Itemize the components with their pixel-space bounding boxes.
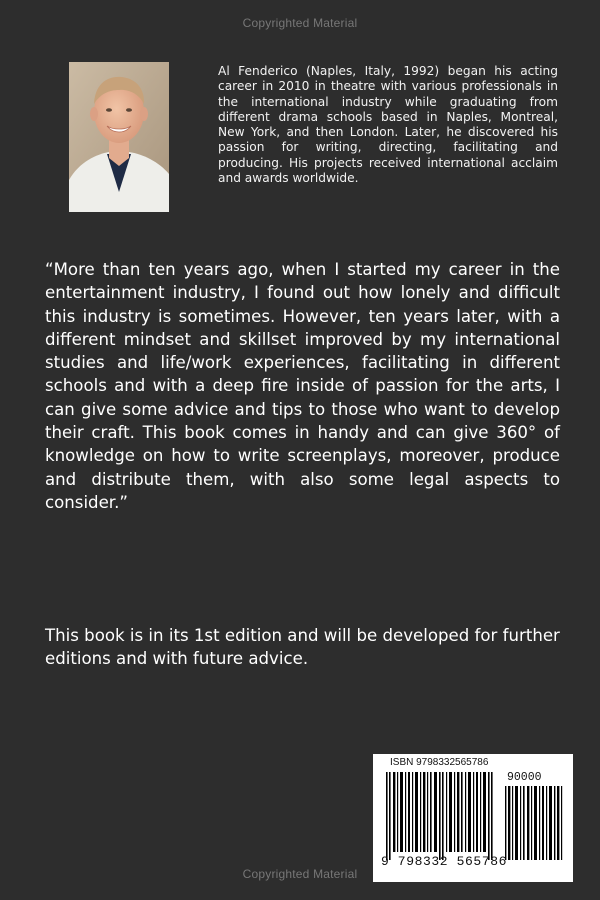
edition-note: This book is in its 1st edition and will be developed for further editions and with future advice. [45, 626, 560, 669]
isbn-label: ISBN 9798332565786 [390, 757, 489, 768]
price-code: 90000 [507, 771, 542, 784]
author-portrait-illustration [69, 62, 169, 212]
copyright-watermark-top: Copyrighted Material [242, 16, 358, 30]
author-photo [69, 62, 169, 212]
copyright-watermark-bottom: Copyrighted Material [242, 867, 358, 881]
author-quote: “More than ten years ago, when I started my career in the entertainment industry, I found out how lonely and difficult this industry is sometimes. However, ten years later, with a different mindset and skillset improved by my international studies and life/work experiences, facilitating in different schools and with a deep fire inside of passion for the arts, I can give some advice and tips to those who want to develop their craft. This book comes in handy and can give 360° of knowledge on how to write screenplays, moreover, produce and distribute them, with also some legal aspects to consider.” [45, 260, 560, 512]
author-bio: Al Fenderico (Naples, Italy, 1992) began his acting career in 2010 in theatre with various professionals in the international industry while graduating from different drama schools based in Naples, Montreal, New York, and then London. Later, he discovered his passion for writing, directing, facilitating and producing. His projects received international acclaim and awards worldwide. [218, 64, 558, 186]
isbn-barcode [373, 754, 573, 882]
barcode-digits: 9 798332 565786 [381, 854, 508, 869]
